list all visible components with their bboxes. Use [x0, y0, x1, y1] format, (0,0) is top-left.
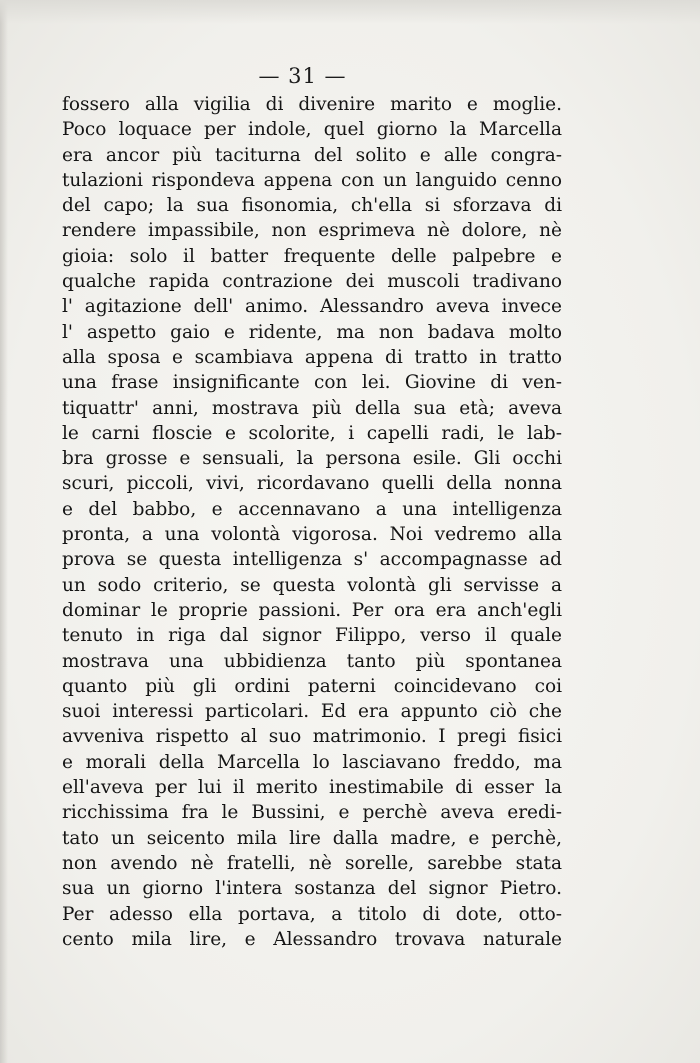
text-line: dominar le proprie passioni. Per ora era anch'egli: [62, 599, 562, 621]
body-text: [62, 92, 562, 952]
text-line: qualche rapida contrazione dei muscoli tradivano: [62, 271, 562, 293]
text-line: rendere impassibile, non esprimeva nè dolore, nè: [62, 220, 562, 242]
text-line: Per adesso ella portava, a titolo di dote, otto-: [62, 903, 562, 925]
text-line: fossero alla vigilia di divenire marito e moglie.: [62, 94, 562, 115]
text-line: ricchissima fra le Bussini, e perchè aveva eredi-: [62, 802, 562, 824]
page-top-shadow: [0, 0, 700, 24]
text-line: era ancor più taciturna del solito e alle congra-: [62, 144, 562, 166]
text-line: e del babbo, e accennavano a una intelligenza: [62, 498, 562, 520]
text-line: cento mila lire, e Alessandro trovava naturale: [62, 928, 562, 950]
text-line: mostrava una ubbidienza tanto più spontanea: [62, 650, 562, 672]
text-line: avveniva rispetto al suo matrimonio. I pregi fisici: [62, 726, 562, 748]
text-line: tulazioni rispondeva appena con un languido cenno: [62, 169, 562, 191]
text-line: l' agitazione dell' animo. Alessandro aveva invece: [62, 296, 562, 318]
text-line: prova se questa intelligenza s' accompagnasse ad: [62, 549, 562, 571]
text-line: quanto più gli ordini paterni coincidevano coi: [62, 675, 562, 697]
text-line: una frase insignificante con lei. Giovine di ven-: [62, 372, 562, 394]
text-line: bra grosse e sensuali, la persona esile. Gli occhi: [62, 448, 562, 470]
text-line: scuri, piccoli, vivi, ricordavano quelli della nonna: [62, 473, 562, 495]
page-gutter-shadow: [0, 0, 8, 1063]
text-line: non avendo nè fratelli, nè sorelle, sarebbe stata: [62, 852, 562, 874]
text-line: sua un giorno l'intera sostanza del signor Pietro.: [62, 878, 562, 900]
text-line: pronta, a una volontà vigorosa. Noi vedremo alla: [62, 524, 562, 546]
text-line: tiquattr' anni, mostrava più della sua età; aveva: [62, 397, 562, 419]
page-number: — 31 —: [258, 64, 347, 88]
text-line: tato un seicento mila lire dalla madre, e perchè,: [62, 827, 562, 849]
text-line: del capo; la sua fisonomia, ch'ella si sforzava di: [62, 195, 562, 217]
text-line: ell'aveva per lui il merito inestimabile di esser la: [62, 777, 562, 799]
text-line: Poco loquace per indole, quel giorno la Marcella: [62, 119, 562, 141]
text-line: l' aspetto gaio e ridente, ma non badava molto: [62, 321, 562, 343]
text-line: le carni floscie e scolorite, i capelli radi, le lab-: [62, 422, 562, 444]
text-line: gioia: solo il batter frequente delle palpebre e: [62, 245, 562, 267]
text-line: alla sposa e scambiava appena di tratto in tratto: [62, 346, 562, 368]
text-line: suoi interessi particolari. Ed era appunto ciò che: [62, 701, 562, 723]
text-line: tenuto in riga dal signor Filippo, verso il quale: [62, 625, 562, 647]
text-line: un sodo criterio, se questa volontà gli servisse a: [62, 574, 562, 596]
text-line: e morali della Marcella lo lasciavano freddo, ma: [62, 751, 562, 773]
